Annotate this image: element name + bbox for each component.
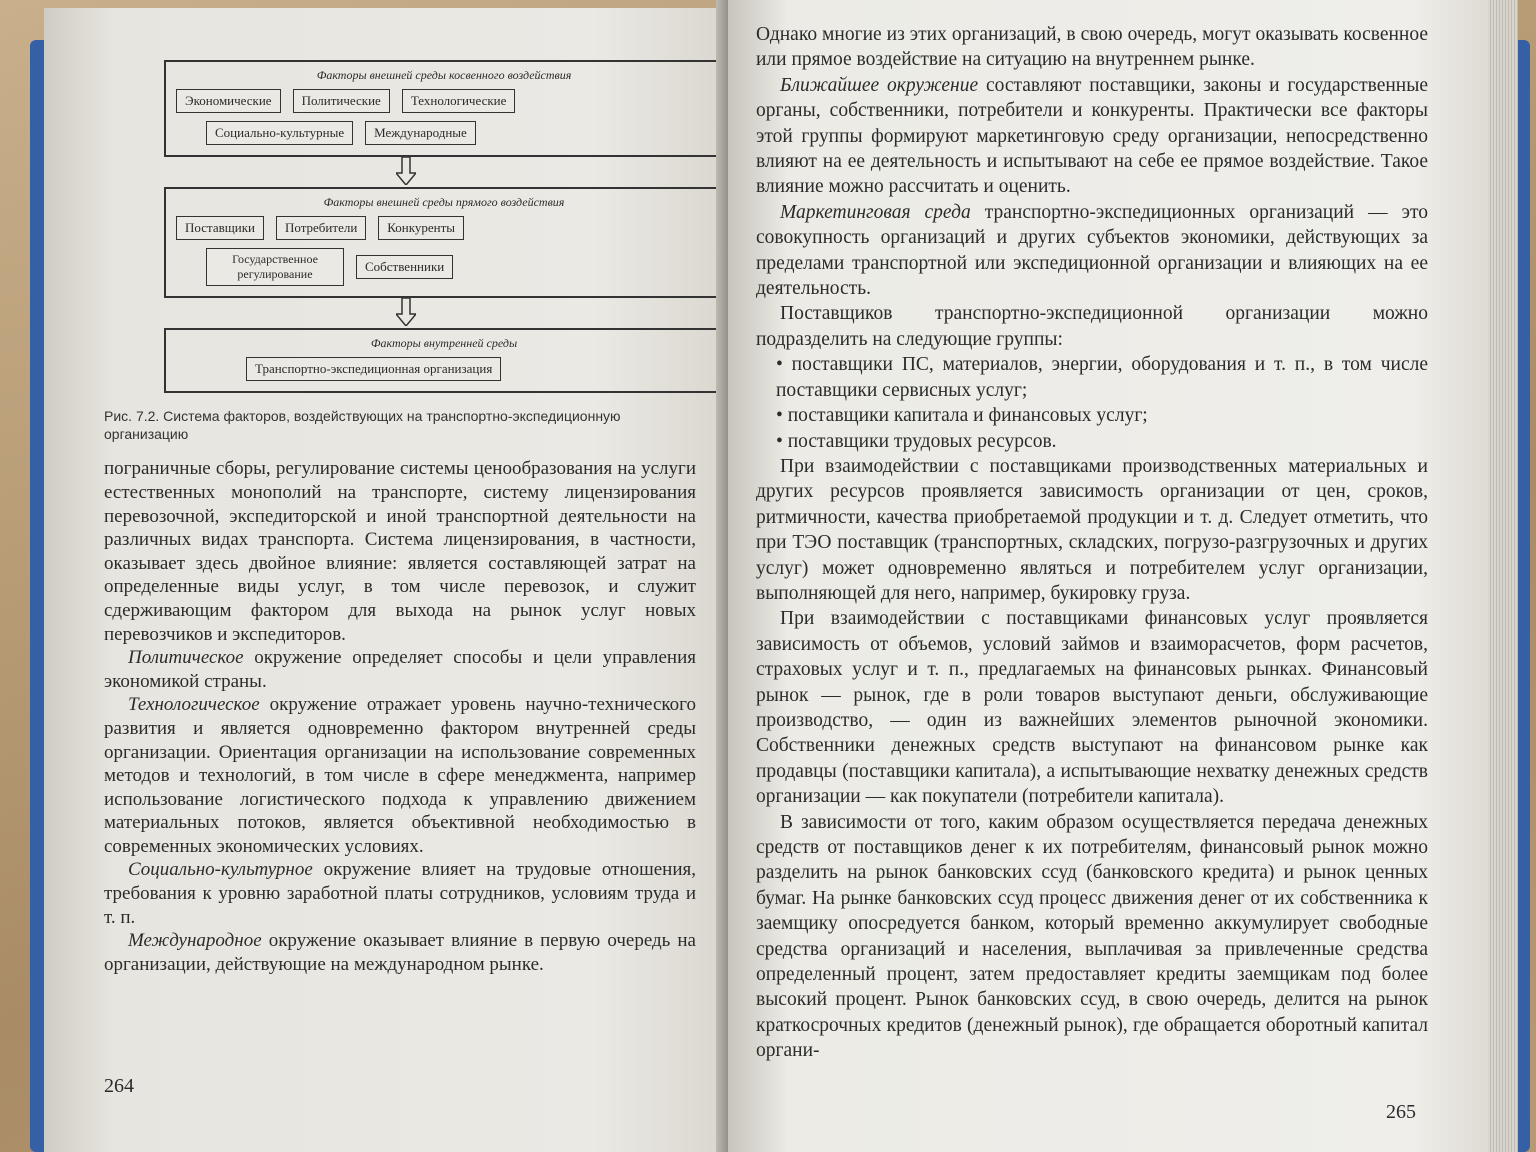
paragraph-text: окружение оказывает влияние в первую очередь на организации, действующие на международном рынке. (104, 930, 696, 975)
emphasis-term: Политическое (128, 647, 244, 669)
emphasis-term: Ближайшее окружение (780, 74, 979, 96)
paragraph-text: окружение определяет способы и цели управления экономикой страны. (104, 647, 696, 692)
box-technological: Технологические (402, 89, 516, 113)
paragraph (756, 352, 1428, 403)
box-consumers: Потребители (276, 216, 366, 240)
paragraph (756, 200, 1428, 302)
paragraph-text: Поставщиков транспортно-экспедиционной организации можно подразделить на следующие группы: (756, 303, 1428, 350)
page-number-right: 265 (1386, 1101, 1416, 1123)
figure-caption: Рис. 7.2. Система факторов, воздействующих на транспортно-экспедиционную организацию (104, 408, 621, 443)
left-page-text (104, 457, 696, 976)
paragraph-text: • поставщики капитала и финансовых услуг; (776, 405, 1148, 427)
box-international: Международные (365, 121, 476, 145)
paragraph (756, 301, 1428, 352)
box-state-regulation: Государственное регулирование (206, 248, 344, 286)
page-number-left: 264 (104, 1075, 134, 1097)
box-political: Политические (293, 89, 390, 113)
paragraph (756, 606, 1428, 809)
paragraph-text: • поставщики ПС, материалов, энергии, оборудования и т. п., в том числе поставщики сервисных услуг; (776, 354, 1428, 401)
emphasis-term: Технологическое (128, 694, 260, 716)
paragraph-text: пограничные сборы, регулирование системы ценообразования на услуги естественных монополий на транспорте, систему лицензирования перевозочной, экспедиторской и иной транспортной деятельности на различных видах транспорта. Система лицензирования, в частности, оказывает здесь двойное влияние: является составляющей затрат на определенные виды услуг, в том числе перевозок, и служит сдерживающим фактором для выхода на рынок услуг новых перевозчиков и экспедиторов. (104, 458, 696, 645)
paragraph (756, 454, 1428, 606)
frame-title: Факторы внутренней среды (370, 336, 518, 350)
paragraph (756, 429, 1428, 454)
box-transport-org: Транспортно-экспедиционная организация (246, 357, 501, 381)
paragraph (756, 22, 1428, 73)
paragraph-text: При взаимодействии с поставщиками производственных материальных и других ресурсов проявляется зависимость организации от цен, сроков, ритмичности, качества приобретаемой продукции и т. д. Следует отметить, что при ТЭО поставщик (транспортных, складских, погрузо-разгрузочных и других услуг) может одновременно являться и потребителем услуг организации, выполняющей для него, например, букировку груза. (756, 455, 1428, 604)
paragraph (104, 693, 696, 858)
page-edges (1488, 0, 1518, 1152)
frame-title: Факторы внешней среды косвенного воздействия (316, 68, 572, 82)
emphasis-term: Социально-культурное (128, 859, 313, 881)
frame-title: Факторы внешней среды прямого воздействия (323, 195, 565, 209)
paragraph (104, 646, 696, 693)
paragraph-text: окружение отражает уровень научно-технического развития и является одновременно фактором внутренней среды организации. Ориентация организации на использование современных методов и технологий, в том числе в сфере менеджмента, например использование логистического подхода к управлению движением материальных потоков, является объективной необходимостью в современных экономических условиях. (104, 694, 696, 857)
emphasis-term: Международное (128, 930, 262, 952)
paragraph-text: составляют поставщики, законы и государственные органы, собственники, потребители и конкуренты. Практически все факторы этой группы формируют маркетинговую среду организации, непосредственно влияют на ее деятельность и испытывают на себе ее прямое воздействие. Такое влияние можно рассчитать и оценить. (756, 74, 1428, 198)
box-competitors: Конкуренты (378, 216, 464, 240)
paragraph (104, 457, 696, 646)
paragraph-text: транспортно-экспедиционных организаций — это совокупность организаций и других субъектов экономики, действующих за пределами транспортной или экспедиционной организации и влияющих на ее деятельность. (756, 201, 1428, 300)
paragraph (756, 810, 1428, 1064)
frame-direct-factors (164, 187, 724, 298)
paragraph-text: При взаимодействии с поставщиками финансовых услуг проявляется зависимость от объемов, условий займов и взаиморасчетов, форм расчетов, страховых услуг и т. п., предлагаемых на финансовых рынках. Финансовый рынок — рынок, где в роли товаров выступают деньги, обслуживающие производство, — один из важнейших элементов рыночной экономики. Собственники денежных средств выступают на финансовом рынке как продавцы (поставщики капитала), а испытывающие нехватку денежных средств организации — как покупатели (потребители капитала). (756, 608, 1428, 808)
paragraph (756, 73, 1428, 200)
paragraph (756, 403, 1428, 428)
box-sociocultural: Социально-культурные (206, 121, 353, 145)
emphasis-term: Маркетинговая среда (780, 201, 971, 223)
figure-diagram (164, 60, 724, 393)
down-arrow-icon (396, 298, 416, 326)
paragraph-text: • поставщики трудовых ресурсов. (776, 430, 1057, 452)
paragraph (104, 858, 696, 929)
right-page (728, 0, 1488, 1152)
frame-indirect-factors (164, 60, 724, 157)
box-owners: Собственники (356, 255, 453, 279)
left-page (44, 8, 732, 1152)
frame-internal-factors (164, 328, 724, 393)
paragraph-text: В зависимости от того, каким образом осуществляется передача денежных средств от поставщиков денег к их потребителям, финансовый рынок можно разделить на рынок банковских ссуд (банковского кредита) и рынок ценных бумаг. На рынке банковских ссуд процесс движения денег от их собственника к заемщику опосредуется банком, который временно аккумулирует свободные средства организаций и населения, выплачивая за привлеченные средства определенный процент, затем предоставляет кредиты заемщикам под более высокий процент. Рынок банковских ссуд, в свою очередь, делится на рынок краткосрочных кредитов (денежный рынок), где обращается оборотный капитал органи- (756, 811, 1428, 1062)
box-suppliers: Поставщики (176, 216, 264, 240)
right-page-text (756, 22, 1428, 1064)
paragraph-text: окружение влияет на трудовые отношения, требования к уровню заработной платы сотрудников, условиям труда и т. п. (104, 859, 696, 928)
paragraph (104, 929, 696, 976)
box-economic: Экономические (176, 89, 281, 113)
down-arrow-icon (396, 157, 416, 185)
paragraph-text: Однако многие из этих организаций, в свою очередь, могут оказывать косвенное или прямое воздействие на ситуацию на внутреннем рынке. (756, 24, 1428, 71)
